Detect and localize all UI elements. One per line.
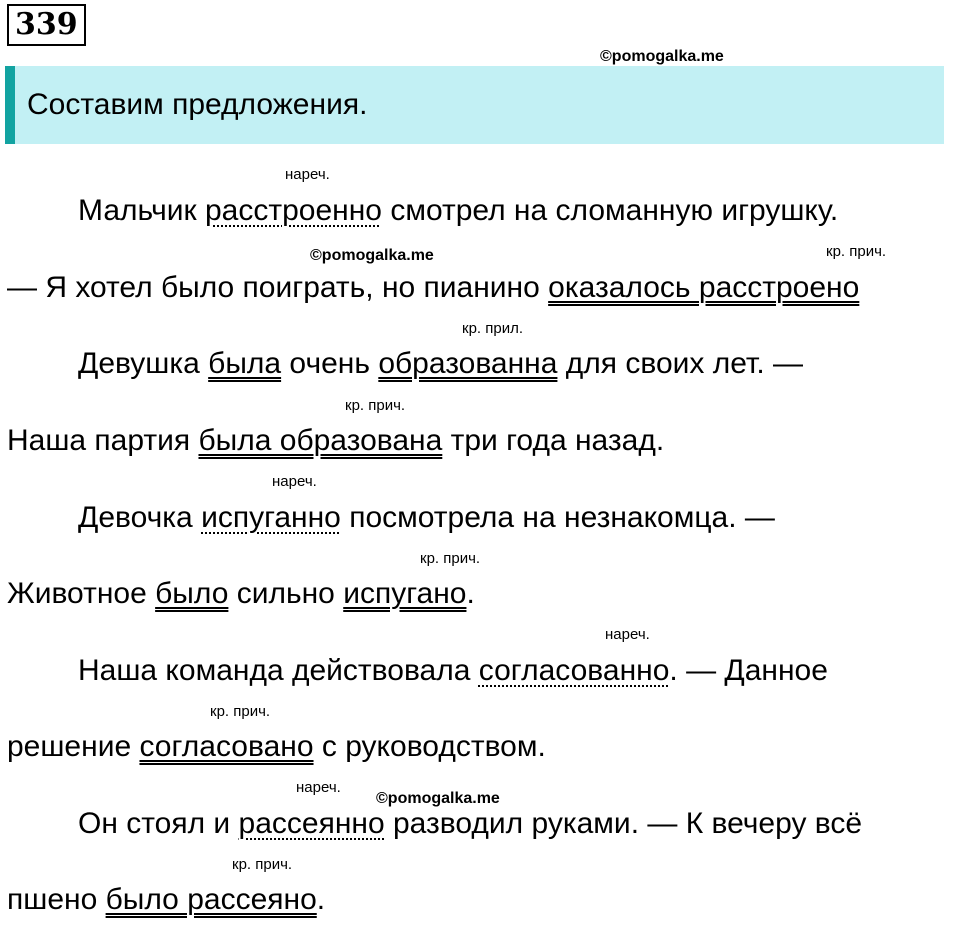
tag-short-participle: кр. прич. — [232, 856, 293, 873]
predicate-word: оказалось расстроено — [548, 271, 860, 304]
predicate-word: было — [155, 577, 229, 610]
tag-short-participle: кр. прич. — [826, 243, 887, 260]
tag-short-participle: кр. прич. — [420, 550, 481, 567]
tag-adverb: нареч. — [605, 626, 650, 643]
tag-short-participle: кр. прич. — [345, 397, 406, 414]
predicate-word: испугано — [343, 577, 467, 610]
sentence-line-8: решение согласовано с руководством. — [7, 730, 546, 763]
heading-banner — [5, 66, 944, 144]
watermark: ©pomogalka.me — [376, 790, 500, 807]
sentence-line-1: Мальчик расстроенно смотрел на сломанную игрушку. — [78, 194, 839, 227]
sentence-line-2: — Я хотел было поиграть, но пианино оказалось расстроено — [7, 271, 860, 304]
tag-short-participle: кр. прич. — [210, 703, 271, 720]
sentence-line-4: Наша партия была образована три года назад. — [7, 424, 665, 457]
predicate-word: была — [208, 347, 282, 380]
tag-short-adjective: кр. прил. — [462, 320, 524, 337]
heading-text: Составим предложения. — [27, 88, 368, 121]
sentence-line-5: Девочка испуганно посмотрела на незнакомца. — — [78, 501, 775, 534]
sentence-line-10: пшено было рассеяно. — [7, 883, 326, 916]
predicate-word: была образована — [198, 424, 443, 457]
sentence-line-9: Он стоял и рассеянно разводил руками. — К вечеру всё — [78, 807, 863, 840]
sentence-line-7: Наша команда действовала согласованно. — Данное — [78, 654, 828, 687]
sentence-line-3: Девушка была очень образованна для своих лет. — — [78, 347, 804, 380]
tag-adverb: нареч. — [296, 779, 341, 796]
predicate-word: образованна — [378, 347, 558, 380]
predicate-word: согласовано — [139, 730, 314, 763]
sentence-line-6: Животное было сильно испугано. — [7, 577, 475, 610]
adverb-word: расстроенно — [205, 194, 382, 227]
adverb-word: согласованно — [478, 654, 670, 687]
tag-adverb: нареч. — [285, 166, 330, 183]
predicate-word: было рассеяно — [105, 883, 317, 916]
task-number: 339 — [7, 4, 86, 46]
watermark: ©pomogalka.me — [310, 247, 434, 264]
adverb-word: рассеянно — [238, 807, 385, 840]
tag-adverb: нареч. — [272, 473, 317, 490]
watermark: ©pomogalka.me — [600, 48, 724, 65]
adverb-word: испуганно — [201, 501, 341, 534]
